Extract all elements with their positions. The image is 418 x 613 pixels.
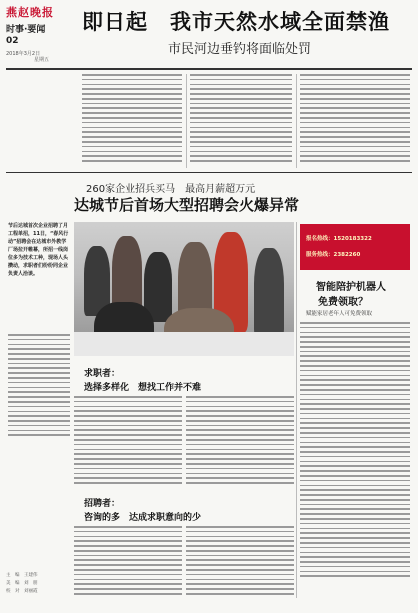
robot-article-body	[300, 322, 410, 592]
job-fair-photo	[74, 222, 294, 356]
masthead	[6, 4, 68, 64]
footer-designer: 美 编 刘 朋	[6, 581, 38, 586]
article2-body-col-2	[186, 396, 294, 488]
main-headline: 即日起 我市天然水域全面禁渔	[82, 9, 390, 34]
advertisement-banner[interactable]	[300, 224, 410, 270]
article2-column-left	[8, 334, 70, 444]
article1-column-3	[300, 74, 410, 168]
footer-proof: 校 对 刘丽霞	[6, 589, 38, 594]
article2-subhead: 260家企业招兵买马 最高月薪超万元	[86, 184, 256, 195]
section1-subtitle: 选择多样化 想找工作并不难	[84, 383, 202, 393]
article2-headline: 达城节后首场大型招聘会火爆异常	[74, 196, 300, 214]
section2-subtitle: 咨询的多 达成求职意向的少	[84, 513, 202, 523]
article2-body-col-3	[74, 526, 182, 598]
article2-body-col-4	[186, 526, 294, 598]
page-number: 02	[6, 36, 19, 46]
robot-headline: 智能陪护机器人	[316, 282, 386, 293]
main-subheadline: 市民河边垂钓将面临处罚	[168, 42, 312, 57]
ad-phone-line-1: 报名热线：1520183322	[306, 236, 372, 242]
robot-deck: 赋能家居老年人可免费领取	[306, 311, 373, 317]
article-divider	[6, 172, 412, 173]
newspaper-logo: 燕赵晚报	[6, 6, 54, 19]
article2-lead: 节后达城首次企业招聘了月工程单招，11日，“春风行动”招聘会在达城市外教学厂场拉开帷幕，所招一线岗位多为技术工种，现场人头攒动，求职者们纷纷同企业负责人洽谈。	[8, 223, 69, 277]
column-separator	[296, 74, 297, 168]
article2-body-col-1	[74, 396, 182, 488]
column-separator	[296, 222, 297, 598]
issue-date: 2018年3月2日	[6, 51, 41, 57]
article1-column-2	[190, 74, 292, 168]
section1-title: 求职者：	[84, 369, 121, 379]
section2-title: 招聘者：	[84, 499, 121, 509]
ad-phone-line-2: 服务热线：2382260	[306, 252, 361, 258]
footer-editor: 主 编 王建伟	[6, 573, 38, 578]
column-separator	[186, 74, 187, 168]
robot-subheadline: 免费领取？	[318, 297, 368, 308]
top-rule	[6, 68, 412, 70]
section-name: 时事·要闻	[6, 25, 46, 35]
article1-column-1	[82, 74, 182, 168]
issue-weekday: 星期五	[34, 57, 50, 63]
